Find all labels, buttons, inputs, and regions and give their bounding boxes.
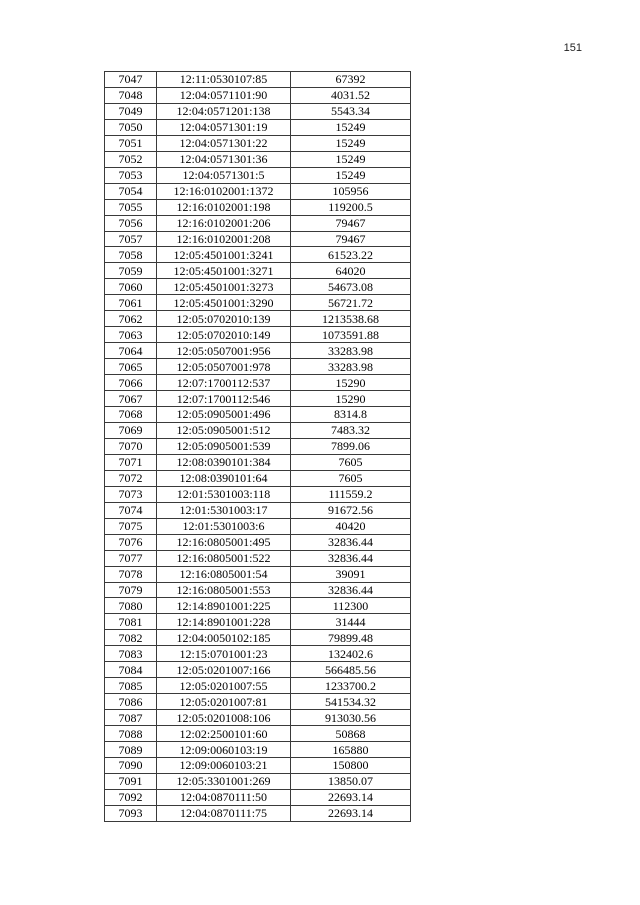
row-number-cell: 7091 — [105, 773, 157, 789]
data-table — [104, 71, 411, 822]
cadastral-number-cell: 12:05:0702010:149 — [157, 327, 291, 343]
row-number-cell: 7077 — [105, 550, 157, 566]
cadastral-number-cell: 12:05:0905001:512 — [157, 422, 291, 438]
value-cell: 22693.14 — [291, 805, 411, 821]
row-number-cell: 7050 — [105, 119, 157, 135]
row-number-cell: 7062 — [105, 311, 157, 327]
value-cell: 119200.5 — [291, 199, 411, 215]
cadastral-number-cell: 12:05:4501001:3273 — [157, 279, 291, 295]
row-number-cell: 7053 — [105, 167, 157, 183]
value-cell: 7899.06 — [291, 438, 411, 454]
cadastral-number-cell: 12:04:0050102:185 — [157, 630, 291, 646]
cadastral-number-cell: 12:16:0102001:198 — [157, 199, 291, 215]
cadastral-number-cell: 12:07:1700112:537 — [157, 375, 291, 391]
cadastral-number-cell: 12:14:8901001:228 — [157, 614, 291, 630]
cadastral-number-cell: 12:09:0060103:21 — [157, 757, 291, 773]
value-cell: 91672.56 — [291, 502, 411, 518]
row-number-cell: 7070 — [105, 438, 157, 454]
row-number-cell: 7075 — [105, 518, 157, 534]
value-cell: 8314.8 — [291, 407, 411, 423]
cadastral-number-cell: 12:16:0102001:208 — [157, 231, 291, 247]
table-row — [105, 694, 411, 710]
table-row — [105, 789, 411, 805]
table-row — [105, 135, 411, 151]
table-row — [105, 646, 411, 662]
table-row — [105, 518, 411, 534]
row-number-cell: 7090 — [105, 757, 157, 773]
value-cell: 4031.52 — [291, 87, 411, 103]
value-cell: 67392 — [291, 72, 411, 88]
row-number-cell: 7060 — [105, 279, 157, 295]
table-row — [105, 231, 411, 247]
row-number-cell: 7067 — [105, 391, 157, 407]
row-number-cell: 7080 — [105, 598, 157, 614]
cadastral-number-cell: 12:05:0201007:166 — [157, 662, 291, 678]
value-cell: 32836.44 — [291, 534, 411, 550]
table-row — [105, 87, 411, 103]
cadastral-number-cell: 12:01:5301003:17 — [157, 502, 291, 518]
row-number-cell: 7074 — [105, 502, 157, 518]
cadastral-number-cell: 12:04:0870111:50 — [157, 789, 291, 805]
row-number-cell: 7088 — [105, 726, 157, 742]
row-number-cell: 7065 — [105, 359, 157, 375]
table-row — [105, 311, 411, 327]
row-number-cell: 7063 — [105, 327, 157, 343]
table-row — [105, 598, 411, 614]
cadastral-number-cell: 12:05:0201007:55 — [157, 678, 291, 694]
table-row — [105, 391, 411, 407]
row-number-cell: 7082 — [105, 630, 157, 646]
value-cell: 33283.98 — [291, 359, 411, 375]
cadastral-number-cell: 12:05:4501001:3271 — [157, 263, 291, 279]
value-cell: 33283.98 — [291, 343, 411, 359]
cadastral-number-cell: 12:05:0201008:106 — [157, 710, 291, 726]
value-cell: 15249 — [291, 135, 411, 151]
value-cell: 5543.34 — [291, 103, 411, 119]
row-number-cell: 7089 — [105, 742, 157, 758]
row-number-cell: 7054 — [105, 183, 157, 199]
value-cell: 79467 — [291, 215, 411, 231]
table-row — [105, 773, 411, 789]
row-number-cell: 7083 — [105, 646, 157, 662]
table-row — [105, 359, 411, 375]
value-cell: 64020 — [291, 263, 411, 279]
value-cell: 54673.08 — [291, 279, 411, 295]
row-number-cell: 7081 — [105, 614, 157, 630]
value-cell: 31444 — [291, 614, 411, 630]
cadastral-number-cell: 12:04:0571301:36 — [157, 151, 291, 167]
value-cell: 22693.14 — [291, 789, 411, 805]
table-row — [105, 757, 411, 773]
value-cell: 15249 — [291, 167, 411, 183]
cadastral-number-cell: 12:16:0805001:553 — [157, 582, 291, 598]
table-row — [105, 247, 411, 263]
cadastral-number-cell: 12:07:1700112:546 — [157, 391, 291, 407]
row-number-cell: 7079 — [105, 582, 157, 598]
table-row — [105, 327, 411, 343]
cadastral-number-cell: 12:08:0390101:384 — [157, 454, 291, 470]
value-cell: 1233700.2 — [291, 678, 411, 694]
table-row — [105, 534, 411, 550]
value-cell: 15290 — [291, 391, 411, 407]
row-number-cell: 7059 — [105, 263, 157, 279]
value-cell: 1073591.88 — [291, 327, 411, 343]
value-cell: 79467 — [291, 231, 411, 247]
row-number-cell: 7056 — [105, 215, 157, 231]
row-number-cell: 7087 — [105, 710, 157, 726]
row-number-cell: 7084 — [105, 662, 157, 678]
table-row — [105, 502, 411, 518]
cadastral-number-cell: 12:16:0805001:54 — [157, 566, 291, 582]
value-cell: 111559.2 — [291, 486, 411, 502]
cadastral-number-cell: 12:09:0060103:19 — [157, 742, 291, 758]
value-cell: 150800 — [291, 757, 411, 773]
value-cell: 165880 — [291, 742, 411, 758]
value-cell: 1213538.68 — [291, 311, 411, 327]
table-row — [105, 151, 411, 167]
cadastral-number-cell: 12:15:0701001:23 — [157, 646, 291, 662]
table-row — [105, 566, 411, 582]
cadastral-number-cell: 12:05:4501001:3290 — [157, 295, 291, 311]
table-row — [105, 263, 411, 279]
table-row — [105, 295, 411, 311]
table-row — [105, 215, 411, 231]
cadastral-number-cell: 12:14:8901001:225 — [157, 598, 291, 614]
value-cell: 39091 — [291, 566, 411, 582]
cadastral-number-cell: 12:04:0571301:5 — [157, 167, 291, 183]
row-number-cell: 7068 — [105, 407, 157, 423]
cadastral-number-cell: 12:05:0702010:139 — [157, 311, 291, 327]
table-row — [105, 550, 411, 566]
row-number-cell: 7078 — [105, 566, 157, 582]
row-number-cell: 7092 — [105, 789, 157, 805]
row-number-cell: 7071 — [105, 454, 157, 470]
value-cell: 15249 — [291, 151, 411, 167]
table-row — [105, 167, 411, 183]
table-row — [105, 486, 411, 502]
value-cell: 7605 — [291, 470, 411, 486]
row-number-cell: 7093 — [105, 805, 157, 821]
value-cell: 32836.44 — [291, 550, 411, 566]
cadastral-number-cell: 12:05:0201007:81 — [157, 694, 291, 710]
table-row — [105, 279, 411, 295]
page-number: 151 — [563, 42, 582, 54]
table-row — [105, 454, 411, 470]
row-number-cell: 7069 — [105, 422, 157, 438]
value-cell: 15249 — [291, 119, 411, 135]
row-number-cell: 7058 — [105, 247, 157, 263]
table-row — [105, 199, 411, 215]
value-cell: 32836.44 — [291, 582, 411, 598]
row-number-cell: 7048 — [105, 87, 157, 103]
value-cell: 50868 — [291, 726, 411, 742]
table-row — [105, 183, 411, 199]
row-number-cell: 7073 — [105, 486, 157, 502]
table-row — [105, 726, 411, 742]
table-body — [105, 72, 411, 822]
cadastral-number-cell: 12:05:0507001:978 — [157, 359, 291, 375]
value-cell: 7483.32 — [291, 422, 411, 438]
cadastral-number-cell: 12:01:5301003:118 — [157, 486, 291, 502]
value-cell: 913030.56 — [291, 710, 411, 726]
cadastral-number-cell: 12:01:5301003:6 — [157, 518, 291, 534]
row-number-cell: 7086 — [105, 694, 157, 710]
table-row — [105, 678, 411, 694]
table-row — [105, 742, 411, 758]
row-number-cell: 7061 — [105, 295, 157, 311]
table-row — [105, 710, 411, 726]
value-cell: 40420 — [291, 518, 411, 534]
value-cell: 566485.56 — [291, 662, 411, 678]
cadastral-number-cell: 12:02:2500101:60 — [157, 726, 291, 742]
table-row — [105, 375, 411, 391]
table-row — [105, 630, 411, 646]
row-number-cell: 7057 — [105, 231, 157, 247]
value-cell: 13850.07 — [291, 773, 411, 789]
cadastral-number-cell: 12:04:0571101:90 — [157, 87, 291, 103]
row-number-cell: 7051 — [105, 135, 157, 151]
value-cell: 112300 — [291, 598, 411, 614]
cadastral-number-cell: 12:04:0571201:138 — [157, 103, 291, 119]
row-number-cell: 7064 — [105, 343, 157, 359]
row-number-cell: 7066 — [105, 375, 157, 391]
table-row — [105, 103, 411, 119]
row-number-cell: 7085 — [105, 678, 157, 694]
table-row — [105, 614, 411, 630]
cadastral-number-cell: 12:04:0571301:19 — [157, 119, 291, 135]
value-cell: 15290 — [291, 375, 411, 391]
row-number-cell: 7047 — [105, 72, 157, 88]
table-row — [105, 582, 411, 598]
table-row — [105, 805, 411, 821]
value-cell: 7605 — [291, 454, 411, 470]
cadastral-number-cell: 12:05:4501001:3241 — [157, 247, 291, 263]
cadastral-number-cell: 12:05:3301001:269 — [157, 773, 291, 789]
value-cell: 105956 — [291, 183, 411, 199]
table-row — [105, 438, 411, 454]
value-cell: 541534.32 — [291, 694, 411, 710]
row-number-cell: 7072 — [105, 470, 157, 486]
cadastral-number-cell: 12:16:0805001:495 — [157, 534, 291, 550]
cadastral-number-cell: 12:04:0571301:22 — [157, 135, 291, 151]
cadastral-number-cell: 12:16:0102001:1372 — [157, 183, 291, 199]
cadastral-number-cell: 12:16:0102001:206 — [157, 215, 291, 231]
row-number-cell: 7049 — [105, 103, 157, 119]
cadastral-number-cell: 12:04:0870111:75 — [157, 805, 291, 821]
table-row — [105, 72, 411, 88]
table-row — [105, 407, 411, 423]
cadastral-number-cell: 12:05:0507001:956 — [157, 343, 291, 359]
cadastral-number-cell: 12:11:0530107:85 — [157, 72, 291, 88]
table-row — [105, 119, 411, 135]
table-row — [105, 343, 411, 359]
value-cell: 56721.72 — [291, 295, 411, 311]
cadastral-number-cell: 12:05:0905001:539 — [157, 438, 291, 454]
table-row — [105, 422, 411, 438]
value-cell: 61523.22 — [291, 247, 411, 263]
value-cell: 79899.48 — [291, 630, 411, 646]
cadastral-number-cell: 12:05:0905001:496 — [157, 407, 291, 423]
value-cell: 132402.6 — [291, 646, 411, 662]
table-row — [105, 470, 411, 486]
cadastral-number-cell: 12:16:0805001:522 — [157, 550, 291, 566]
row-number-cell: 7055 — [105, 199, 157, 215]
table-row — [105, 662, 411, 678]
row-number-cell: 7076 — [105, 534, 157, 550]
cadastral-number-cell: 12:08:0390101:64 — [157, 470, 291, 486]
row-number-cell: 7052 — [105, 151, 157, 167]
